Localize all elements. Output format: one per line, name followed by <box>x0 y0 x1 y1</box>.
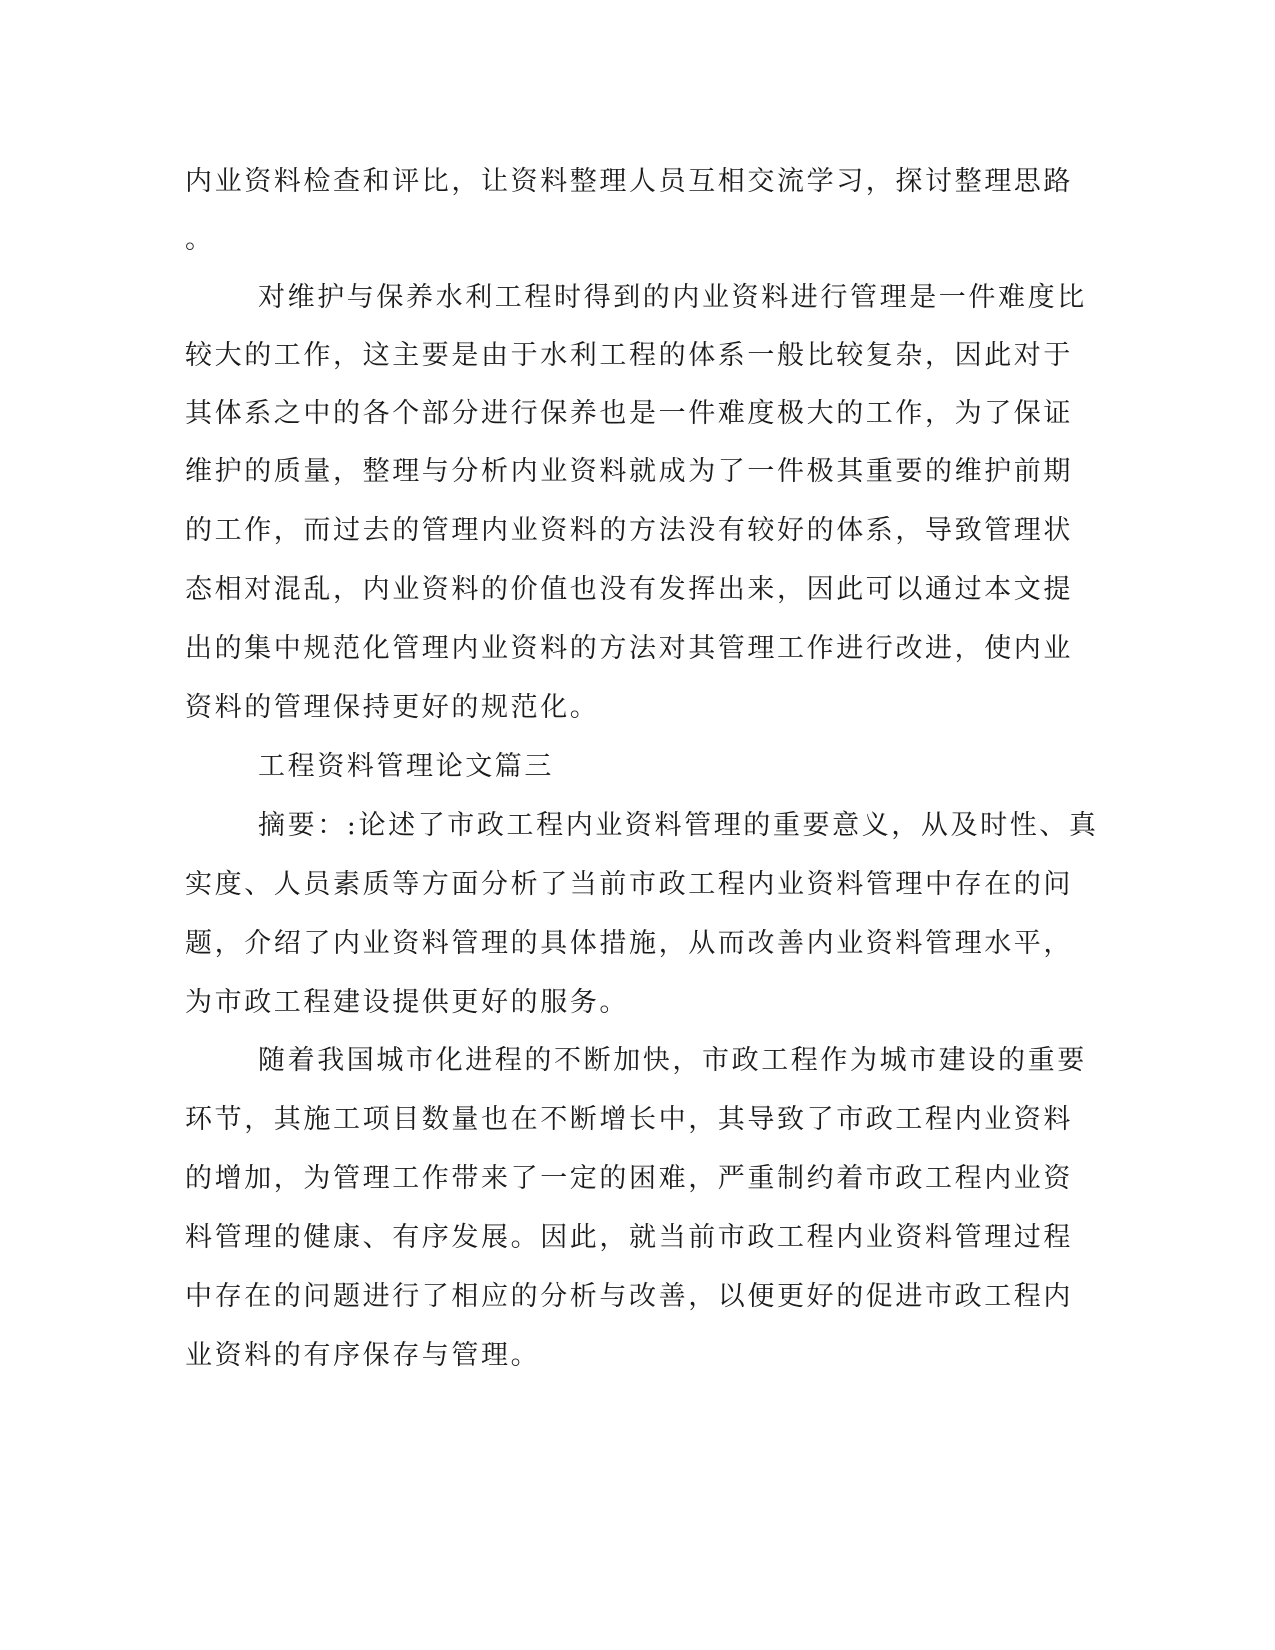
text-line: 料管理的健康、有序发展。因此，就当前市政工程内业资料管理过程 <box>185 1222 1073 1253</box>
paragraph-first-line: 对维护与保养水利工程时得到的内业资料进行管理是一件难度比 <box>258 282 1087 313</box>
section-heading: 工程资料管理论文篇三 <box>258 751 554 782</box>
text-line: 实度、人员素质等方面分析了当前市政工程内业资料管理中存在的问 <box>185 869 1073 900</box>
paragraph-first-line: 随着我国城市化进程的不断加快，市政工程作为城市建设的重要 <box>258 1045 1087 1076</box>
text-line: 的工作，而过去的管理内业资料的方法没有较好的体系，导致管理状 <box>185 515 1073 546</box>
text-line: 资料的管理保持更好的规范化。 <box>185 692 600 723</box>
text-line: 的增加，为管理工作带来了一定的困难，严重制约着市政工程内业资 <box>185 1163 1073 1194</box>
text-line: 内业资料检查和评比，让资料整理人员互相交流学习，探讨整理思路 <box>185 166 1073 197</box>
text-line: 。 <box>185 224 215 255</box>
text-line: 维护的质量，整理与分析内业资料就成为了一件极其重要的维护前期 <box>185 456 1073 487</box>
text-line: 中存在的问题进行了相应的分析与改善，以便更好的促进市政工程内 <box>185 1281 1073 1312</box>
text-line: 其体系之中的各个部分进行保养也是一件难度极大的工作，为了保证 <box>185 398 1073 429</box>
abstract-first-line: 摘要：:论述了市政工程内业资料管理的重要意义，从及时性、真 <box>258 810 1099 841</box>
text-line: 出的集中规范化管理内业资料的方法对其管理工作进行改进，使内业 <box>185 633 1073 664</box>
text-line: 题，介绍了内业资料管理的具体措施，从而改善内业资料管理水平， <box>185 928 1073 959</box>
text-line: 环节，其施工项目数量也在不断增长中，其导致了市政工程内业资料 <box>185 1104 1073 1135</box>
text-line: 为市政工程建设提供更好的服务。 <box>185 987 629 1018</box>
text-line: 业资料的有序保存与管理。 <box>185 1340 541 1371</box>
text-line: 态相对混乱，内业资料的价值也没有发挥出来，因此可以通过本文提 <box>185 574 1073 605</box>
text-line: 较大的工作，这主要是由于水利工程的体系一般比较复杂，因此对于 <box>185 340 1073 371</box>
